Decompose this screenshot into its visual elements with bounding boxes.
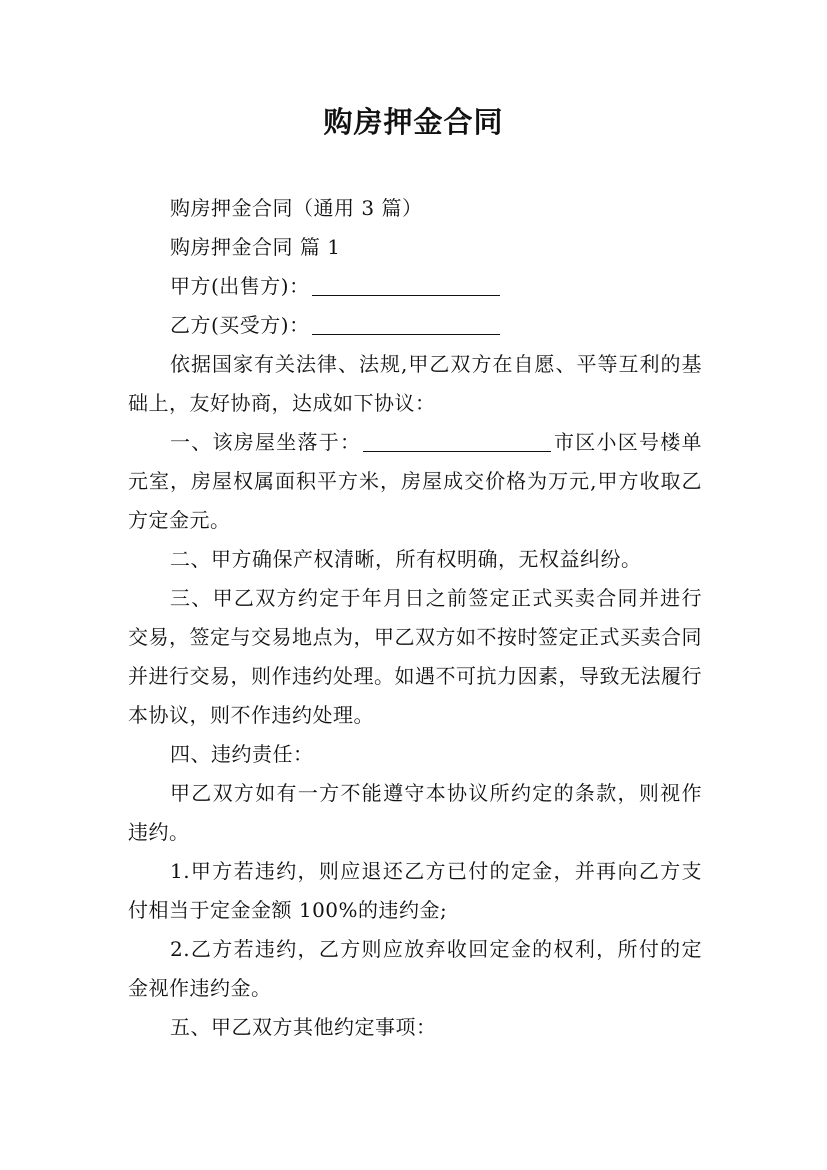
clause-5-heading: 五、甲乙双方其他约定事项： bbox=[170, 1015, 437, 1039]
clause-2: 二、甲方确保产权清晰，所有权明确，无权益纠纷。 bbox=[170, 547, 642, 571]
party-a-blank bbox=[312, 273, 500, 296]
party-a-label: 甲方(出售方)： bbox=[170, 274, 310, 298]
document-title: 购房押金合同 bbox=[323, 105, 504, 139]
clause-4-heading: 四、违约责任： bbox=[170, 742, 314, 766]
clause-1-prefix: 一、该房屋坐落于： bbox=[170, 430, 362, 454]
clause-4-body: 甲乙双方如有一方不能遵守本协议所约定的条款，则视作违约。 bbox=[128, 781, 702, 844]
party-b-blank bbox=[312, 312, 500, 335]
section-title: 购房押金合同 篇 1 bbox=[170, 235, 341, 259]
location-blank bbox=[363, 429, 551, 452]
clause-1 bbox=[128, 423, 702, 540]
document-body bbox=[128, 189, 702, 1047]
clause-1-suffix: 市区小区号楼单元室，房屋权属面积平方米，房屋成交价格为万元,甲方收取乙方定金元。 bbox=[128, 430, 702, 532]
clause-3: 三、甲乙双方约定于年月日之前签定正式买卖合同并进行交易，签定与交易地点为，甲乙双方如不按时签定正式买卖合同并进行交易，则作违约处理。如遇不可抗力因素，导致无法履行本协议，则不作违约处理。 bbox=[128, 586, 702, 727]
intro-paragraph: 依据国家有关法律、法规,甲乙双方在自愿、平等互利的基础上，友好协商，达成如下协议： bbox=[128, 352, 702, 415]
subtitle: 购房押金合同（通用 3 篇） bbox=[170, 196, 423, 220]
party-b-line bbox=[128, 306, 702, 345]
party-a-line bbox=[128, 267, 702, 306]
party-b-label: 乙方(买受方)： bbox=[170, 313, 310, 337]
clause-4-item-2: 2.乙方若违约，乙方则应放弃收回定金的权利，所付的定金视作违约金。 bbox=[128, 937, 702, 1000]
clause-4-item-1: 1.甲方若违约，则应退还乙方已付的定金，并再向乙方支付相当于定金金额 100%的违约金; bbox=[128, 859, 702, 922]
